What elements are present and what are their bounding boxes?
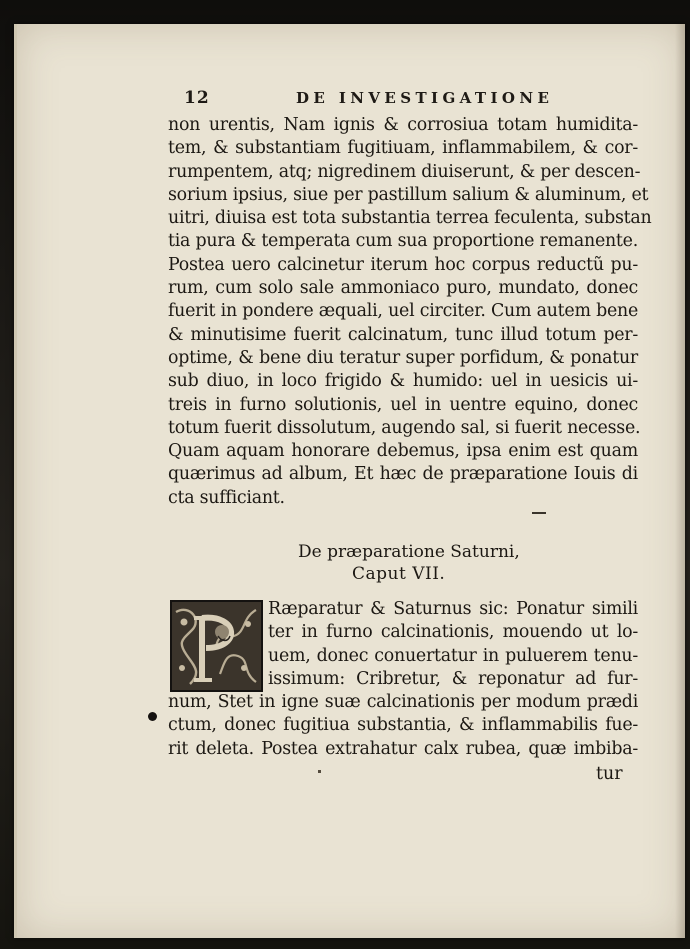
text-line: rumpentem, atq; nigredinem diuiserunt, & per descen- (168, 161, 641, 182)
text-line: tem, & substantiam fugitiuam, inflammabilem, & cor- (168, 138, 638, 159)
text-line: rum, cum solo sale ammoniaco puro, mundato, donec (168, 278, 638, 299)
ink-dot (148, 712, 157, 721)
text-line: sub diuo, in loco frigido & humido: uel in uesicis ui- (168, 371, 638, 392)
page-edge-shadow (675, 24, 685, 938)
body-text (168, 114, 652, 510)
text-line: sorium ipsius, siue per pastillum salium & aluminum, et (168, 184, 649, 205)
text-line: num, Stet in igne suæ calcinationis per modum prædi (168, 692, 638, 712)
text-line: ctum, donec fugitiua substantia, & inflammabilis fue- (168, 715, 638, 736)
chapter-text-beside-initial (268, 598, 638, 691)
folio-number: 12 (184, 88, 210, 108)
text-line: Postea uero calcinetur iterum hoc corpus reductũ pu- (168, 254, 638, 275)
text-line: rit deleta. Postea extrahatur calx rubea, quæ imbiba- (168, 738, 638, 759)
ink-speck (318, 770, 321, 773)
text-line: uitri, diuisa est tota substantia terrea feculenta, substan (168, 208, 652, 229)
text-line: treis in furno solutionis, uel in uentre equino, donec (168, 394, 638, 415)
text-line: issimum: Cribretur, & reponatur ad fur- (268, 668, 638, 689)
text-line: & minutisime fuerit calcinatum, tunc illud totum per- (168, 324, 638, 345)
page-header (184, 88, 624, 110)
text-line: cta sufficiant. (168, 487, 285, 508)
text-line: Ræparatur & Saturnus sic: Ponatur simili (268, 599, 638, 619)
chapter-title: De præparatione Saturni, (298, 542, 520, 562)
text-line: Quam aquam honorare debemus, ipsa enim est quam (168, 441, 638, 462)
text-line: tia pura & temperata cum sua proportione remanente. (168, 231, 638, 252)
chapter-number: Caput VII. (352, 564, 446, 584)
chapter-text-full (168, 691, 638, 761)
ornament-icon (172, 602, 261, 690)
text-line: quærimus ad album, Et hæc de præparatione Iouis di (168, 464, 638, 485)
text-line: optime, & bene diu teratur super porfidum, & ponatur (168, 347, 638, 368)
text-line: ter in furno calcinationis, mouendo ut lo- (268, 622, 638, 643)
text-line: fuerit in pondere æquali, uel circiter. Cum autem bene (168, 301, 638, 322)
chapter-heading (298, 541, 538, 585)
decorated-initial (170, 600, 263, 692)
text-line: uem, donec conuertatur in puluerem tenu- (268, 645, 638, 666)
ink-dash (532, 512, 546, 514)
text-line: totum fuerit dissolutum, augendo sal, si fuerit necesse. (168, 417, 641, 438)
text-line: non urentis, Nam ignis & corrosiua totam humidita- (168, 115, 638, 135)
catchword: tur (596, 764, 623, 784)
running-title: DE INVESTIGATIONE (296, 89, 554, 107)
